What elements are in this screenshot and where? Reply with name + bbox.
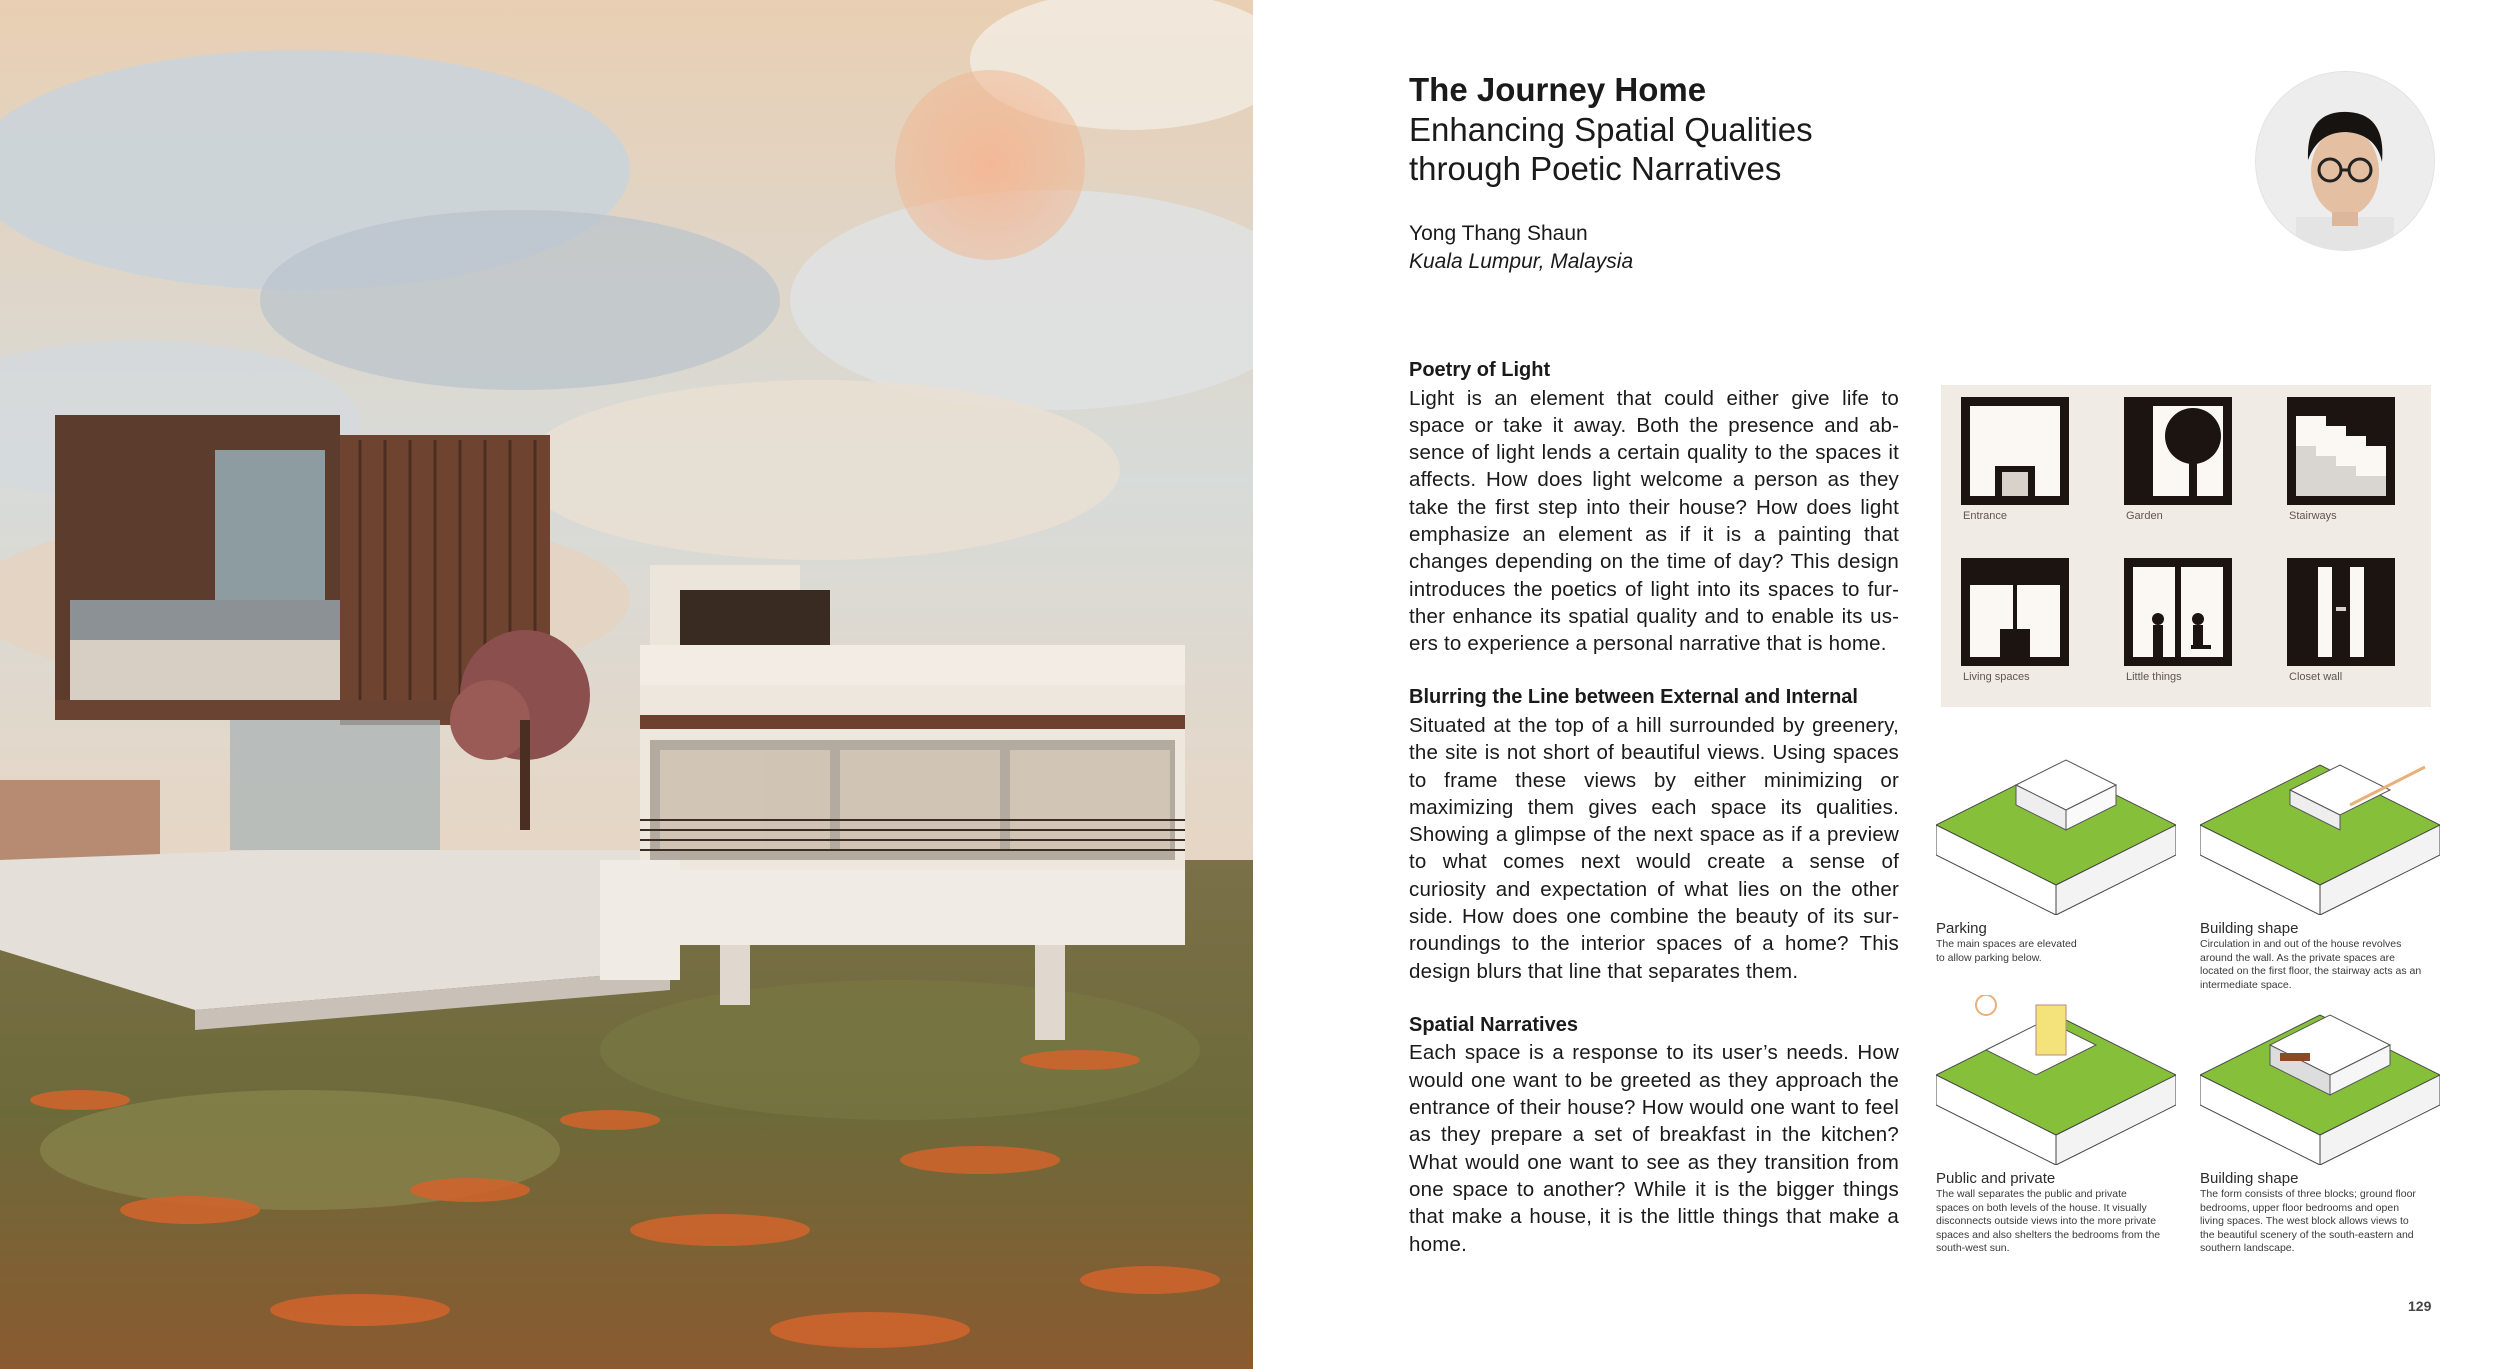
author-portrait-photo (2256, 72, 2434, 250)
section-body: Light is an element that could either give life to space or take it away. Both the presence and absence of light lends a certain quality to the spaces it affects. How does light welcome a person as they take the first step into their house? How does light emphasize an element as if it is a painting that changes depending on the time of day? This design introduces the poetics of light into its spaces to further enhance its spatial quality and to enable its users to experience a personal narrative that is home. (1409, 386, 1899, 656)
living-spaces-icon (1961, 558, 2069, 666)
page-title: The Journey Home (1409, 71, 1707, 108)
title-block (1409, 70, 1969, 188)
building-shape-diagram-icon (2200, 745, 2440, 915)
icon-cell-stairways (2267, 385, 2430, 546)
icon-cell-entrance (1941, 385, 2104, 546)
spatial-icons-grid (1941, 385, 2431, 707)
icon-label: Living spaces (1963, 671, 2030, 683)
diagram-desc: The form consists of three blocks; ground floor bedrooms, upper floor bedrooms and open living spaces. The west block allows views to the beautiful scenery of the south-eastern and southern landscape. (2200, 1188, 2416, 1254)
body-text (1409, 357, 1899, 1285)
icon-cell-garden (2104, 385, 2267, 546)
little-things-icon (2124, 558, 2232, 666)
entrance-icon (1961, 397, 2069, 505)
diagram-title: Building shape (2200, 1170, 2299, 1187)
diagram-building-shape-1 (2200, 745, 2440, 920)
author-portrait (2256, 72, 2434, 250)
author-name: Yong Thang Shaun (1409, 222, 1588, 245)
icon-label: Entrance (1963, 510, 2008, 522)
section-heading: Poetry of Light (1409, 359, 1551, 381)
author-block (1409, 220, 1633, 276)
icon-cell-closet-wall (2267, 546, 2430, 707)
diagram-title: Public and private (1936, 1170, 2056, 1187)
diagram-title: Building shape (2200, 920, 2299, 937)
icon-label: Little things (2126, 671, 2182, 683)
icon-cell-little-things (2104, 546, 2267, 707)
subtitle-line-2: through Poetic Narratives (1409, 150, 1782, 187)
section-poetry-of-light (1409, 357, 1899, 657)
diagram-desc: The wall separates the public and private spaces on both levels of the house. It visually disconnects outside views into the more private spaces and also shelters the bedrooms from the south-west sun. (1936, 1188, 2161, 1254)
section-body: Each space is a response to its user’s needs. How would one want to be greeted as they approach the entrance of their house? How would one want to feel as they prepare a set of breakfast in the kitchen? What would one want to see as they transition from one space to another? While it is the bigger things that make a house, it is the little things that make a home. (1409, 1041, 1899, 1256)
subtitle-line-1: Enhancing Spatial Qualities (1409, 111, 1813, 148)
section-spatial-narratives (1409, 1012, 1899, 1258)
section-body: Situated at the top of a hill surrounded by greenery, the site is not short of beautiful views. Using spaces to frame these views by either minimizing or maximizing them gives each space its qualities. Showing a glimpse of the next space as if a preview to what comes next would create a sense of curiosity and expectation of what lies on the other side. How does one combine the beauty of its surroundings to the interior spaces of a home? This design blurs that line that separates them. (1409, 713, 1899, 983)
diagram-building-shape-2 (2200, 995, 2440, 1170)
icon-label: Garden (2126, 510, 2163, 522)
section-heading: Blurring the Line between External and Internal (1409, 686, 1858, 709)
closet-wall-icon (2287, 558, 2395, 666)
section-blurring-the-line (1409, 684, 1899, 984)
diagram-parking (1936, 745, 2176, 920)
diagram-desc: Circulation in and out of the house revolves around the wall. As the private spaces are located on the first floor, the stairway acts as an intermediate space. (2200, 938, 2422, 991)
author-location: Kuala Lumpur, Malaysia (1409, 250, 1634, 273)
parking-diagram-icon (1936, 745, 2176, 915)
garden-icon (2124, 397, 2232, 505)
icon-label: Stairways (2289, 510, 2337, 522)
diagram-public-private (1936, 995, 2176, 1170)
stairways-icon (2287, 397, 2395, 505)
diagram-title: Parking (1936, 920, 1987, 937)
icon-cell-living-spaces (1941, 546, 2104, 707)
section-heading: Spatial Narratives (1409, 1013, 1578, 1036)
page-number: 129 (2408, 1298, 2432, 1314)
building-shape-blocks-diagram-icon (2200, 995, 2440, 1165)
diagram-desc: The main spaces are elevated to allow parking below. (1936, 938, 2077, 964)
public-private-diagram-icon (1936, 995, 2176, 1165)
icon-label: Closet wall (2289, 671, 2343, 683)
